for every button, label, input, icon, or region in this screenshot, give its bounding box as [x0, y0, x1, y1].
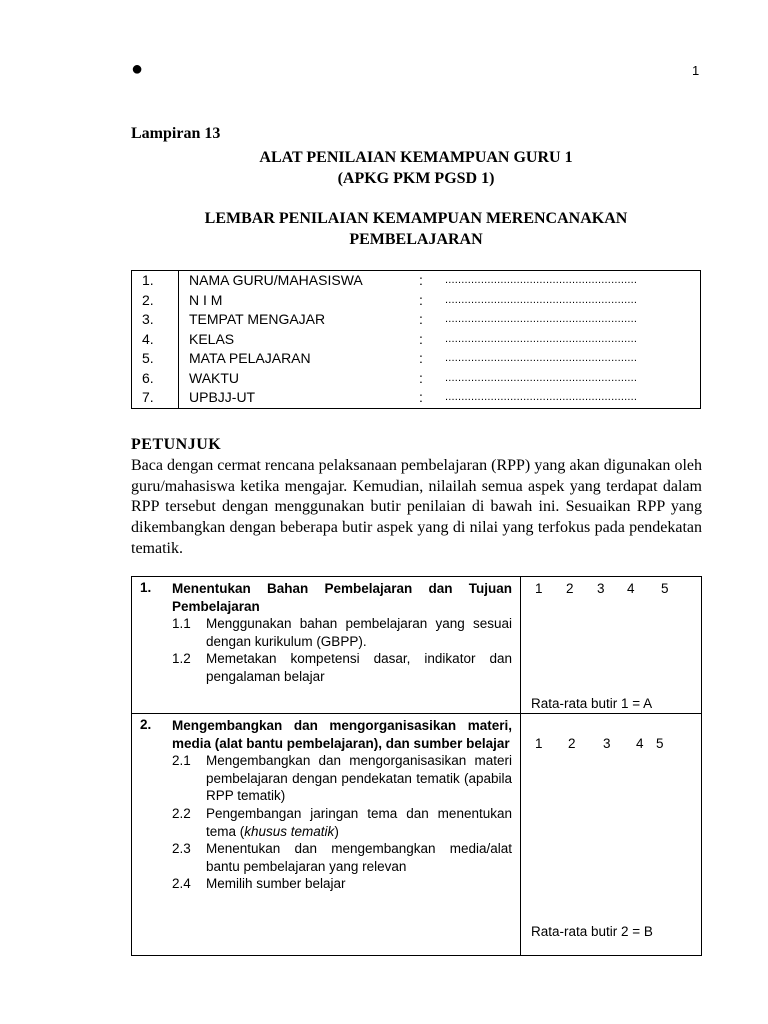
section-average: Rata-rata butir 1 = A	[531, 696, 653, 711]
identity-colon: :	[419, 311, 423, 328]
section-title: Mengembangkan dan mengorganisasikan materi, media (alat bantu pembelajaran), dan sumber belajar	[172, 718, 512, 751]
identity-label: WAKTU	[189, 369, 240, 386]
assessment-row	[132, 577, 702, 714]
criteria-text: Menggunakan bahan pembelajaran yang sesuai dengan kurikulum (GBPP).	[206, 616, 512, 649]
score-option[interactable]: 3	[603, 736, 611, 751]
section-heading	[132, 714, 520, 752]
identity-table	[131, 270, 701, 409]
criteria-text: Menentukan dan mengembangkan media/alat bantu pembelajaran yang relevan	[206, 841, 512, 874]
identity-number: 2.	[132, 291, 179, 311]
identity-label: N I M	[189, 291, 223, 308]
identity-number: 5.	[132, 349, 179, 369]
assessment-criteria-cell	[132, 714, 521, 956]
score-scale	[521, 577, 701, 596]
identity-row	[132, 388, 701, 408]
assessment-criteria-cell	[132, 577, 521, 714]
criteria-text: Memilih sumber belajar	[206, 876, 346, 892]
criteria-number: 2.2	[172, 805, 191, 821]
identity-colon: :	[419, 389, 423, 406]
score-cell	[521, 577, 702, 714]
score-scale	[521, 714, 701, 751]
score-option[interactable]: 2	[566, 581, 574, 596]
criteria-item	[132, 840, 520, 875]
section-title: Menentukan Bahan Pembelajaran dan Tujuan Pembelajaran	[172, 581, 512, 614]
section-number: 1.	[140, 580, 152, 595]
identity-number: 6.	[132, 369, 179, 389]
appendix-label: Lampiran 13	[131, 125, 221, 142]
identity-colon: :	[419, 272, 423, 289]
identity-fill-field[interactable]: ...........................................................	[445, 391, 638, 404]
document-subtitle: (APKG PKM PGSD 1)	[337, 170, 495, 187]
identity-fill-field[interactable]: ...........................................................	[445, 293, 638, 306]
identity-number: 1.	[132, 271, 179, 291]
criteria-item	[132, 650, 520, 685]
score-option[interactable]: 5	[661, 581, 669, 596]
identity-fill-field[interactable]: ...........................................................	[445, 332, 638, 345]
score-option[interactable]: 4	[627, 581, 635, 596]
identity-number: 4.	[132, 330, 179, 350]
criteria-item	[132, 875, 520, 893]
score-option[interactable]: 1	[535, 736, 543, 751]
identity-label: TEMPAT MENGAJAR	[189, 311, 326, 328]
identity-colon: :	[419, 350, 423, 367]
identity-row	[132, 349, 701, 369]
score-cell	[521, 714, 702, 956]
identity-number: 7.	[132, 388, 179, 408]
criteria-text: Mengembangkan dan mengorganisasikan materi pembelajaran dengan pendekatan tematik (apabila RPP tematik)	[206, 753, 512, 804]
criteria-item	[132, 805, 520, 840]
criteria-number: 1.1	[172, 616, 191, 632]
identity-fill-field[interactable]: ...........................................................	[445, 371, 638, 384]
document-title: ALAT PENILAIAN KEMAMPUAN GURU 1	[259, 149, 573, 166]
identity-fill-field[interactable]: ...........................................................	[445, 313, 638, 326]
identity-fill-field[interactable]: ...........................................................	[445, 352, 638, 365]
score-option[interactable]: 5	[656, 736, 664, 751]
criteria-text: Memetakan kompetensi dasar, indikator dan pengalaman belajar	[206, 651, 512, 684]
criteria-item	[132, 752, 520, 805]
criteria-number: 2.4	[172, 876, 191, 892]
criteria-number: 2.1	[172, 753, 191, 769]
section-number: 2.	[140, 717, 152, 732]
section-heading	[132, 577, 520, 615]
criteria-number: 1.2	[172, 651, 191, 667]
identity-label: KELAS	[189, 330, 235, 347]
sheet-title-line1: LEMBAR PENILAIAN KEMAMPUAN MERENCANAKAN	[204, 210, 628, 227]
instructions-text: Baca dengan cermat rencana pelaksanaan pembelajaran (RPP) yang akan digunakan oleh guru/mahasiswa ketika mengajar. Kemudian, nilailah semua aspek yang terdapat dalam RPP tersebut dengan menggunakan butir penilaian di bawah ini. Sesuaikan RPP yang dikembangkan dengan beberapa butir aspek yang di nilai yang terfokus pada pendekatan tematik.	[131, 457, 702, 557]
instructions-heading: PETUNJUK	[131, 436, 222, 453]
identity-fill-field[interactable]: ...........................................................	[445, 274, 638, 287]
criteria-text-italic: khusus tematik	[244, 823, 335, 839]
criteria-number: 2.3	[172, 841, 191, 857]
criteria-text-part: Pengembangan jaringan tema dan menentukan tema (	[206, 805, 512, 839]
identity-label: NAMA GURU/MAHASISWA	[189, 272, 363, 289]
identity-colon: :	[419, 291, 423, 308]
identity-row	[132, 369, 701, 389]
identity-row	[132, 310, 701, 330]
score-option[interactable]: 1	[535, 581, 543, 596]
score-option[interactable]: 2	[568, 736, 576, 751]
sheet-title-line2: PEMBELAJARAN	[349, 231, 483, 248]
identity-number: 3.	[132, 310, 179, 330]
score-option[interactable]: 4	[636, 736, 644, 751]
section-average: Rata-rata butir 2 = B	[531, 924, 653, 939]
score-option[interactable]: 3	[597, 581, 605, 596]
assessment-table	[131, 576, 702, 956]
identity-colon: :	[419, 330, 423, 347]
identity-row	[132, 271, 701, 291]
criteria-text-part: )	[334, 823, 339, 839]
identity-row	[132, 291, 701, 311]
identity-label: MATA PELAJARAN	[189, 350, 311, 367]
page-number: 1	[692, 63, 700, 78]
criteria-text	[206, 805, 512, 840]
assessment-row	[132, 714, 702, 956]
bullet-mark: ●	[131, 58, 144, 80]
identity-colon: :	[419, 369, 423, 386]
identity-label: UPBJJ-UT	[189, 389, 256, 406]
criteria-item	[132, 615, 520, 650]
identity-row	[132, 330, 701, 350]
